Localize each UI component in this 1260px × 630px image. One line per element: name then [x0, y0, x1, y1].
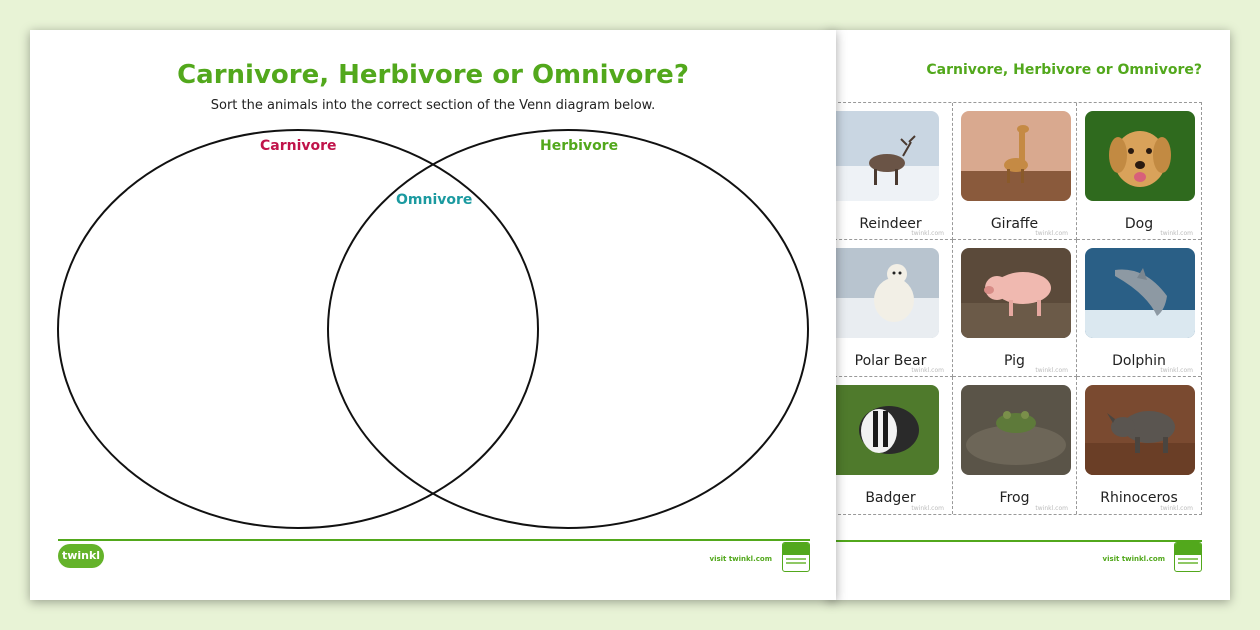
card-label: Dolphin	[1112, 353, 1166, 369]
animal-card-giraffe[interactable]	[953, 103, 1077, 240]
dolphin-photo	[1085, 248, 1195, 338]
twinkl-logo[interactable]: twinkl	[58, 544, 104, 568]
card-label: Polar Bear	[854, 353, 927, 369]
reindeer-photo	[829, 111, 939, 201]
card-watermark: twinkl.com	[1160, 505, 1193, 512]
footer-link[interactable]: visit twinkl.com	[709, 555, 772, 563]
card-watermark: twinkl.com	[1035, 367, 1068, 374]
giraffe-photo	[961, 111, 1071, 201]
page-title: Carnivore, Herbivore or Omnivore?	[177, 60, 689, 90]
card-label: Badger	[865, 490, 916, 506]
instructions: Sort the animals into the correct section of the Venn diagram below.	[210, 98, 656, 113]
card-watermark: twinkl.com	[1160, 367, 1193, 374]
animal-card-reindeer[interactable]	[829, 103, 953, 240]
animal-card-dolphin[interactable]	[1077, 240, 1201, 377]
footer-link[interactable]: visit twinkl.com	[1102, 555, 1165, 563]
frog-photo	[961, 385, 1071, 475]
card-label: Frog	[999, 490, 1030, 506]
dog-photo	[1085, 111, 1195, 201]
herbivore-circle	[328, 130, 808, 528]
animal-card-rhinoceros[interactable]	[1077, 377, 1201, 514]
card-watermark: twinkl.com	[1160, 230, 1193, 237]
quality-standard-badge-icon	[1174, 542, 1202, 572]
animal-card-grid	[828, 102, 1202, 515]
card-watermark: twinkl.com	[1035, 505, 1068, 512]
animal-card-dog[interactable]	[1077, 103, 1201, 240]
pig-photo	[961, 248, 1071, 338]
animal-card-polar-bear[interactable]	[829, 240, 953, 377]
card-label: Rhinoceros	[1100, 490, 1178, 506]
carnivore-circle	[58, 130, 538, 528]
card-label: Pig	[1004, 353, 1025, 369]
card-label: Dog	[1124, 216, 1154, 232]
animal-card-pig[interactable]	[953, 240, 1077, 377]
card-watermark: twinkl.com	[911, 505, 944, 512]
carnivore-label: Carnivore	[260, 138, 337, 154]
quality-standard-badge-icon	[782, 542, 810, 572]
animal-card-badger[interactable]	[829, 377, 953, 514]
omnivore-label: Omnivore	[396, 192, 473, 208]
herbivore-label: Herbivore	[540, 138, 619, 154]
card-watermark: twinkl.com	[1035, 230, 1068, 237]
venn-diagram	[30, 30, 836, 600]
card-label: Reindeer	[859, 216, 922, 232]
footer-divider	[828, 540, 1202, 542]
animal-cards-sheet	[828, 30, 1230, 600]
cards-sheet-title: Carnivore, Herbivore or Omnivore?	[926, 62, 1202, 78]
polar-bear-photo	[829, 248, 939, 338]
card-label: Giraffe	[990, 216, 1039, 232]
badger-photo	[829, 385, 939, 475]
card-watermark: twinkl.com	[911, 230, 944, 237]
animal-card-frog[interactable]	[953, 377, 1077, 514]
card-watermark: twinkl.com	[911, 367, 944, 374]
rhinoceros-photo	[1085, 385, 1195, 475]
footer-divider	[58, 539, 810, 541]
venn-diagram-sheet	[30, 30, 836, 600]
